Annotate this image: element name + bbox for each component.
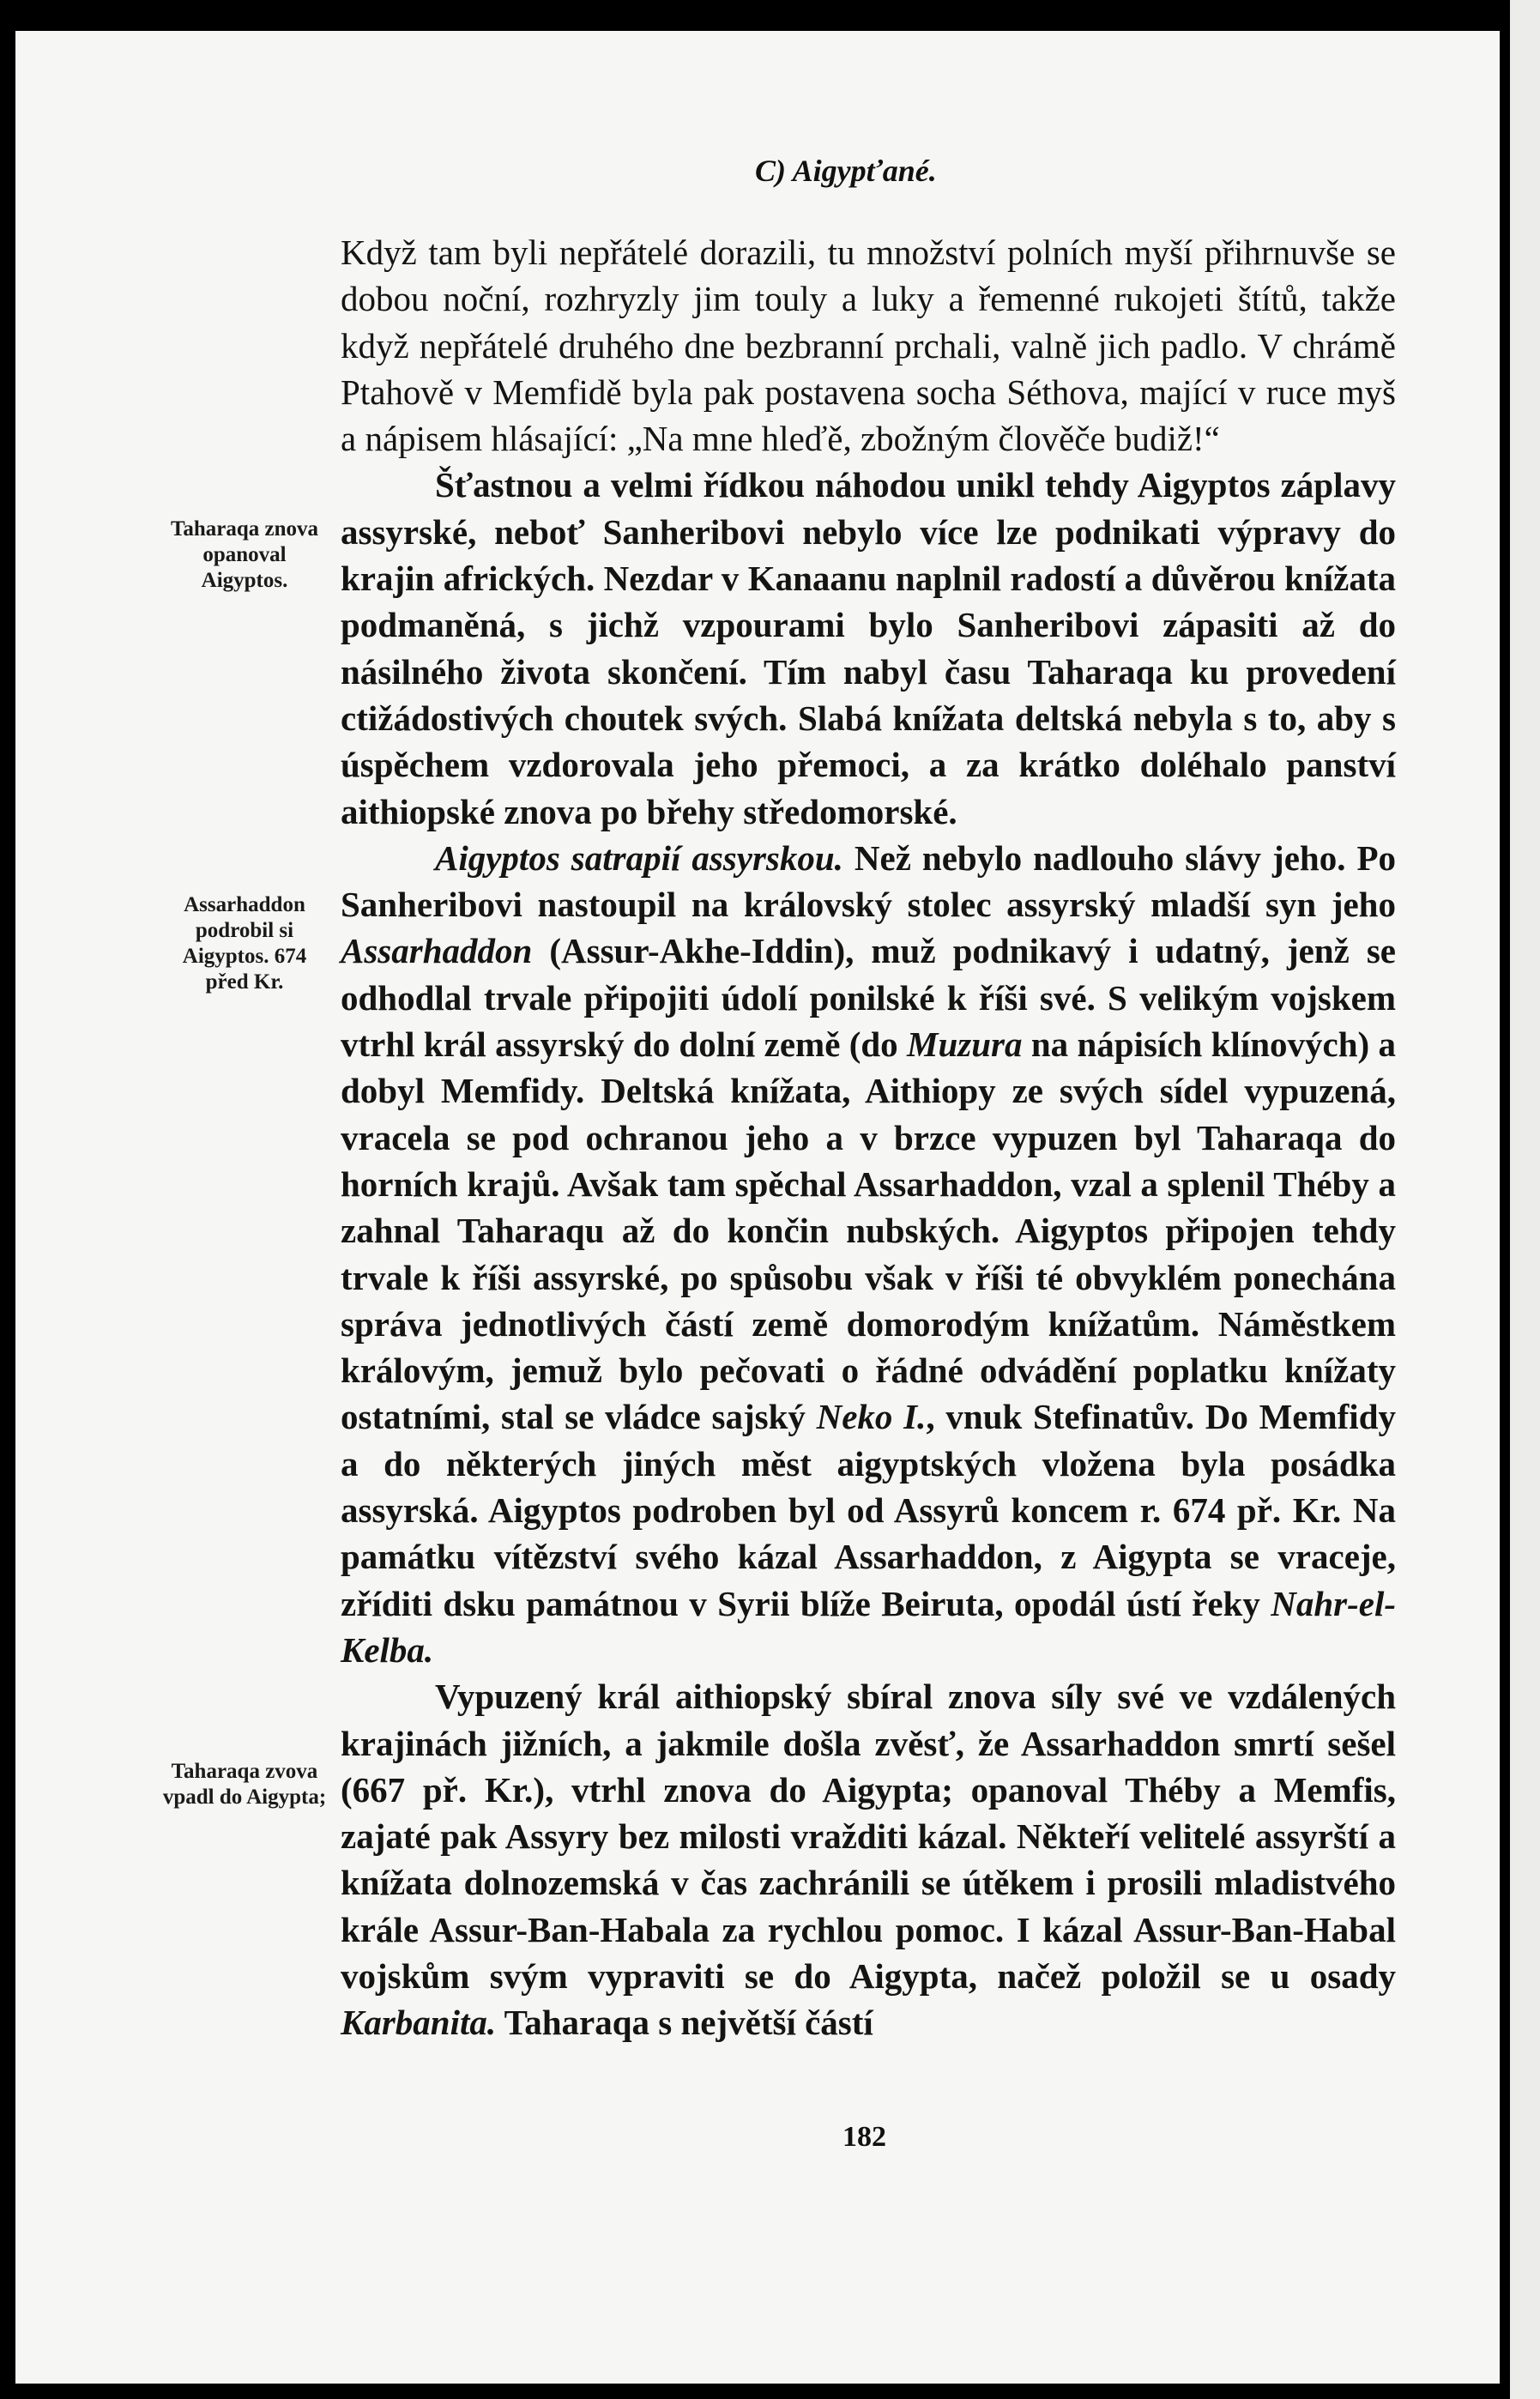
- running-header: C) Aigypťané.: [755, 154, 937, 188]
- paragraph-1: Když tam byli nepřátelé dorazili, tu množství polních myší přihrnuvše se dobou noční, rozhryzly jim touly a luky a řemenné rukojeti štítů, takže když nepřátelé druhého dne bezbranní prchali, valně jich padlo. V chrámě Ptahově v Memfidě byla pak postavena socha Séthova, mající v ruce myš a nápisem hlásající: „Na mne hleďě, zbožným člověče budiž!“: [341, 233, 1396, 459]
- name-karbanita: Karbanita.: [341, 2003, 497, 2043]
- name-assarhaddon: Assarhaddon: [341, 931, 533, 971]
- adjacent-page-edge: [1510, 0, 1540, 2399]
- margin-note-taharaqa-2: Taharaqa zvova vpadl do Aigypta;: [162, 1760, 327, 1809]
- italic-heading: Aigyptos satrapií assyrskou.: [435, 837, 843, 878]
- name-neko: Neko I.: [816, 1397, 927, 1437]
- text-run: (Assur-Akhe-Iddin), muž podnikavý i udatný, jenž se odhodlal trvale připojiti údolí ponilské k říši své. S velikým vojskem vtrhl král assyrský do dolní země (do: [341, 931, 1396, 1065]
- paragraph-4: [341, 1673, 1396, 2045]
- text-run: na nápisích klínových) a dobyl Memfidy. Deltská knížata, Aithiopy ze svých sídel vypuzená, vracela se pod ochranou jeho a v brzce vypuzen byl Taharaqa do horních krajů. Avšak tam spěchal Assarhaddon, vzal a splenil Théby a zahnal Taharaqu až do končin nubských. Aigyptos připojen tehdy trvale k říši assyrské, po spůsobu však v říši té obvyklém ponechána správa jednotlivých částí země domorodým knížatům. Náměstkem královým, jemuž bylo pečovati o řádné odvádění poplatku knížaty ostatními, stal se vládce sajský: [341, 1024, 1397, 1437]
- name-river: Nahr-el-Kelba.: [341, 1583, 1396, 1670]
- name-muzura: Muzura: [907, 1024, 1023, 1065]
- text-run: Taharaqa s největší částí: [496, 2003, 873, 2043]
- margin-note-taharaqa-1: Taharaqa znova opanoval Aigyptos.: [170, 517, 319, 592]
- paragraph-2: Šťastnou a velmi řídkou náhodou unikl tehdy Aigyptos záplavy assyrské, neboť Sanheribovi nebylo více lze podnikati výpravy do krajin afrických. Nezdar v Kanaanu naplnil radostí a důvěrou knížata podmaněná, s jichž vzpourami bylo Sanheribovi zápasiti až do násilného života skončení. Tím nabyl času Taharaqa ku provedení ctižádostivých choutek svých. Slabá knížata deltská nebyla s to, aby s úspěchem vzdorovala jeho přemoci, a za krátko doléhalo panství aithiopské znova po břehy středomorské.: [341, 465, 1396, 831]
- page-number: 182: [842, 2121, 886, 2153]
- text-run: , vnuk Stefinatův. Do Memfidy a do některých jiných měst aigyptských vložena byla posádka assyrská. Aigyptos podroben byl od Assyrů koncem r. 674 př. Kr. Na památku vítězství svého kázal Assarhaddon, z Aigypta se vraceje, zříditi dsku památnou v Syrii blíže Beiruta, opodál ústí řeky: [341, 1397, 1397, 1623]
- main-text: [341, 229, 1396, 2046]
- margin-note-assarhaddon: Assarhaddon podrobil si Aigyptos. 674 před Kr.: [182, 893, 307, 994]
- paragraph-3: [341, 835, 1396, 1673]
- text-run: Vypuzený král aithiopský sbíral znova síly své ve vzdálených krajinách jižních, a jakmile došla zvěsť, že Assarhaddon smrtí sešel (667 př. Kr.), vtrhl znova do Aigypta; opanoval Théby a Memfis, zajaté pak Assyry bez milosti vražditi kázal. Někteří velitelé assyrští a knížata dolnozemská v čas zachránili se útěkem i prosili mladistvého krále Assur-Ban-Habala za rychlou pomoc. I kázal Assur-Ban-Habal vojskům svým vypraviti se do Aigypta, načež položil se u osady: [341, 1677, 1396, 1996]
- text-run: Než nebylo nadlouho slávy jeho. Po Sanheribovi nastoupil na královský stolec assyrský mladší syn jeho: [341, 837, 1396, 925]
